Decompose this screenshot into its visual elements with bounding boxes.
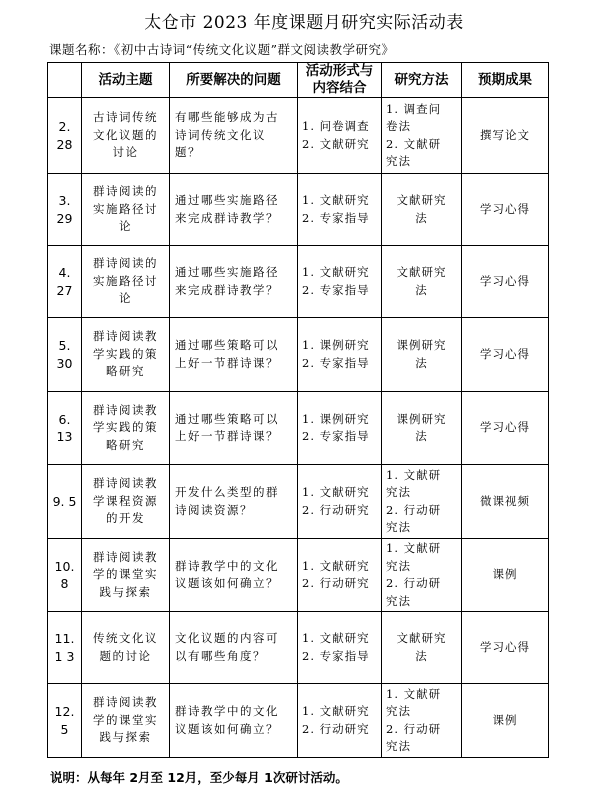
outcome-cell: 撰写论文 <box>462 98 549 174</box>
table-row <box>48 392 549 465</box>
problem-line: 议题该如何确立？ <box>175 576 279 590</box>
form-line: 1. 文献研究 <box>302 631 370 645</box>
method-line: 究法 <box>386 485 411 499</box>
problem-line: 上好一节群诗课？ <box>175 355 279 370</box>
outcome-cell: 学习心得 <box>462 174 549 246</box>
problem-cell <box>170 174 298 246</box>
header-date <box>48 63 82 98</box>
topic-line: 学的课堂实 <box>93 712 158 727</box>
topic-line: 群诗阅读的 <box>93 184 158 199</box>
form-line: 1. 课例研究 <box>302 411 370 426</box>
form-line: 2. 行动研究 <box>302 721 370 736</box>
form-line: 1. 文献研究 <box>302 193 370 207</box>
problem-cell <box>170 612 298 684</box>
method-line: 课例研究 <box>396 338 447 352</box>
table-row <box>48 318 549 392</box>
problem-line: 诗词传统文化议 <box>175 127 266 142</box>
form-line: 2. 专家指导 <box>302 210 370 225</box>
form-line: 2. 行动研究 <box>302 576 370 590</box>
date-cell: 6. 13 <box>48 392 82 465</box>
form-cell <box>298 465 382 539</box>
method-cell <box>382 174 462 246</box>
topic-line: 群诗阅读教 <box>93 402 158 417</box>
topic-line: 学的课堂实 <box>93 567 158 582</box>
form-cell <box>298 684 382 758</box>
topic-cell <box>82 98 170 174</box>
problem-line: 以有哪些角度？ <box>175 648 266 663</box>
problem-cell <box>170 684 298 758</box>
form-line: 1. 文献研究 <box>302 558 370 573</box>
table-row <box>48 246 549 318</box>
date-cell: 9. 5 <box>48 465 82 539</box>
topic-line: 践与探索 <box>99 730 152 745</box>
outcome-cell: 微课视频 <box>462 465 549 539</box>
header-problem: 所要解决的问题 <box>170 63 298 98</box>
outcome-cell: 学习心得 <box>462 392 549 465</box>
topic-cell <box>82 465 170 539</box>
subject-line: 课题名称：《初中古诗词“传统文化议题”群文阅读教学研究》 <box>49 42 395 57</box>
topic-line: 略研究 <box>106 437 145 452</box>
problem-line: 上好一节群诗课？ <box>175 429 279 443</box>
outcome-cell: 学习心得 <box>462 318 549 392</box>
method-cell <box>382 684 462 758</box>
method-line: 法 <box>415 210 428 225</box>
outcome-cell: 学习心得 <box>462 612 549 684</box>
header-form <box>298 63 382 98</box>
header-outcome: 预期成果 <box>462 63 549 98</box>
form-line: 1. 文献研究 <box>302 265 370 279</box>
table-row <box>48 684 549 758</box>
problem-line: 有哪些能够成为古 <box>175 110 279 125</box>
topic-line: 讨论 <box>112 145 139 160</box>
date-cell: 4. 27 <box>48 246 82 318</box>
header-method: 研究方法 <box>382 63 462 98</box>
topic-line: 论 <box>119 219 132 234</box>
header-topic: 活动主题 <box>82 63 170 98</box>
problem-line: 议题该如何确立？ <box>175 721 279 736</box>
topic-line: 的开发 <box>106 511 145 526</box>
topic-line: 学课程资源 <box>93 493 158 508</box>
table-row <box>48 612 549 684</box>
table-row <box>48 465 549 539</box>
date-cell: 5. 30 <box>48 318 82 392</box>
problem-line: 开发什么类型的群 <box>175 485 279 499</box>
table-row <box>48 98 549 174</box>
form-cell <box>298 246 382 318</box>
problem-line: 通过哪些实施路径 <box>175 265 279 279</box>
problem-line: 群诗教学中的文化 <box>175 704 279 718</box>
activity-table <box>47 62 549 758</box>
method-cell <box>382 539 462 612</box>
header-form-line2: 内容结合 <box>312 80 367 96</box>
table-header-row <box>48 63 549 98</box>
form-line: 2. 专家指导 <box>302 429 370 443</box>
document-title: 太仓市 2023 年度课题月研究实际活动表 <box>144 13 464 33</box>
topic-cell <box>82 246 170 318</box>
header-form-line1: 活动形式与 <box>305 63 374 79</box>
method-line: 1. 调查问 <box>386 101 442 116</box>
form-line: 2. 专家指导 <box>302 282 370 297</box>
topic-cell <box>82 318 170 392</box>
form-line: 1. 文献研究 <box>302 704 370 718</box>
method-cell <box>382 392 462 465</box>
problem-line: 通过哪些实施路径 <box>175 193 279 207</box>
topic-line: 群诗阅读教 <box>93 695 158 710</box>
problem-line: 通过哪些策略可以 <box>175 338 279 352</box>
table-row <box>48 174 549 246</box>
topic-line: 群诗阅读教 <box>93 549 158 564</box>
method-line: 2. 行动研 <box>386 502 442 517</box>
method-line: 文献研究 <box>396 631 447 645</box>
problem-cell <box>170 98 298 174</box>
problem-cell <box>170 465 298 539</box>
method-line: 卷法 <box>386 119 411 133</box>
form-line: 1. 问卷调查 <box>302 119 370 133</box>
form-line: 2. 专家指导 <box>302 355 370 370</box>
topic-line: 实施路径讨 <box>93 201 158 216</box>
form-cell <box>298 612 382 684</box>
method-line: 1. 文献研 <box>386 467 442 482</box>
date-cell: 10. 8 <box>48 539 82 612</box>
form-cell <box>298 539 382 612</box>
method-line: 法 <box>415 648 428 663</box>
method-line: 究法 <box>386 704 411 718</box>
topic-line: 传统文化议 <box>93 631 158 645</box>
outcome-cell: 课例 <box>462 539 549 612</box>
method-line: 2. 行动研 <box>386 721 442 736</box>
topic-line: 群诗阅读教 <box>93 476 158 491</box>
form-line: 2. 文献研究 <box>302 136 370 151</box>
method-line: 究法 <box>386 520 411 534</box>
topic-cell <box>82 174 170 246</box>
form-line: 1. 课例研究 <box>302 338 370 352</box>
method-cell <box>382 98 462 174</box>
problem-cell <box>170 318 298 392</box>
method-line: 究法 <box>386 558 411 573</box>
topic-line: 题的讨论 <box>99 648 152 663</box>
form-cell <box>298 98 382 174</box>
topic-line: 学实践的策 <box>93 346 158 361</box>
date-cell: 3. 29 <box>48 174 82 246</box>
problem-line: 来完成群诗教学？ <box>175 282 279 297</box>
method-line: 文献研究 <box>396 265 447 279</box>
method-cell <box>382 318 462 392</box>
topic-cell <box>82 539 170 612</box>
method-line: 1. 文献研 <box>386 686 442 701</box>
topic-line: 文化议题的 <box>93 127 158 142</box>
problem-cell <box>170 246 298 318</box>
method-line: 1. 文献研 <box>386 541 442 555</box>
form-line: 2. 行动研究 <box>302 502 370 517</box>
topic-cell <box>82 684 170 758</box>
problem-line: 题？ <box>175 145 201 160</box>
problem-line: 群诗教学中的文化 <box>175 558 279 573</box>
method-line: 文献研究 <box>396 193 447 207</box>
topic-line: 实施路径讨 <box>93 273 158 288</box>
topic-line: 古诗词传统 <box>93 110 158 125</box>
method-line: 究法 <box>386 593 411 608</box>
form-cell <box>298 392 382 465</box>
date-cell: 2. 28 <box>48 98 82 174</box>
method-cell <box>382 246 462 318</box>
method-line: 究法 <box>386 154 411 168</box>
problem-line: 通过哪些策略可以 <box>175 411 279 426</box>
problem-line: 文化议题的内容可 <box>175 631 279 645</box>
problem-cell <box>170 392 298 465</box>
method-line: 2. 文献研 <box>386 136 442 151</box>
form-line: 2. 专家指导 <box>302 648 370 663</box>
problem-cell <box>170 539 298 612</box>
date-cell: 12. 5 <box>48 684 82 758</box>
problem-line: 来完成群诗教学？ <box>175 210 279 225</box>
method-line: 法 <box>415 282 428 297</box>
topic-cell <box>82 392 170 465</box>
topic-line: 群诗阅读教 <box>93 329 158 344</box>
table-row <box>48 539 549 612</box>
form-cell <box>298 318 382 392</box>
form-cell <box>298 174 382 246</box>
method-line: 法 <box>415 355 428 370</box>
problem-line: 诗阅读资源？ <box>175 502 253 517</box>
date-cell: 11. 1 3 <box>48 612 82 684</box>
table-body <box>48 98 549 758</box>
outcome-cell: 课例 <box>462 684 549 758</box>
method-line: 究法 <box>386 739 411 753</box>
method-cell <box>382 612 462 684</box>
topic-cell <box>82 612 170 684</box>
topic-line: 践与探索 <box>99 584 152 599</box>
topic-line: 略研究 <box>106 364 145 379</box>
form-line: 1. 文献研究 <box>302 485 370 499</box>
outcome-cell: 学习心得 <box>462 246 549 318</box>
topic-line: 学实践的策 <box>93 420 158 435</box>
topic-line: 群诗阅读的 <box>93 256 158 271</box>
topic-line: 论 <box>119 291 132 306</box>
method-line: 法 <box>415 429 428 443</box>
footnote: 说明：从每年 2月至 12月，至少每月 1次研讨活动。 <box>50 770 348 785</box>
method-line: 2. 行动研 <box>386 576 442 590</box>
method-cell <box>382 465 462 539</box>
method-line: 课例研究 <box>396 411 447 426</box>
